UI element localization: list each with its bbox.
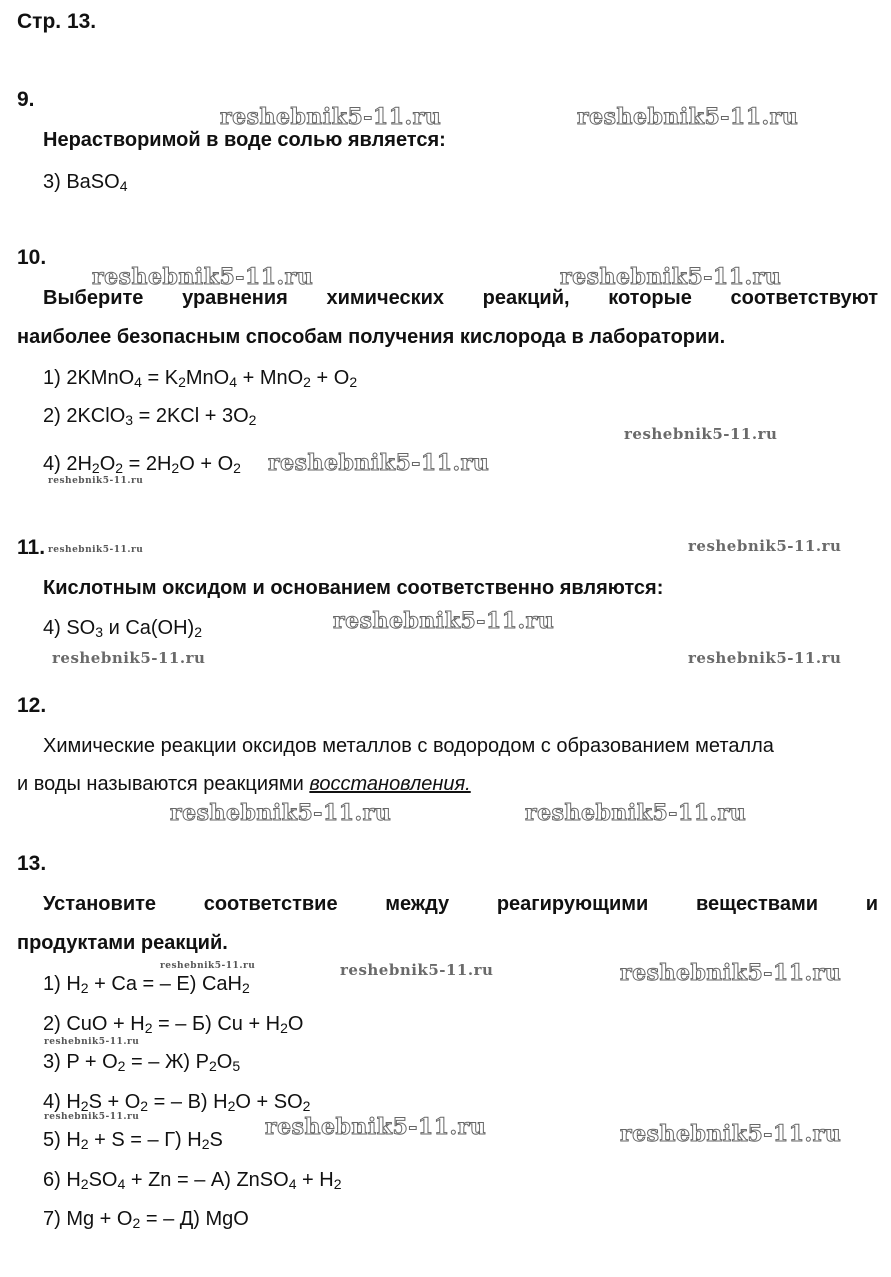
q12-answer: восстановления. [309,773,471,795]
watermark: reshebnik5-11.ru [52,649,206,667]
watermark: reshebnik5-11.ru [48,476,144,486]
q10-equation-2: 2) 2KClO$_3$ = $2KCl + 3O_2$ [43,405,257,428]
q13-reaction-6: 6) $H_2SO_4 + Zn$ = – А) ZnSO$_4$ + $H_2$ [43,1169,342,1192]
q13-question-line2: продуктами реакций. [17,932,228,954]
q9-question: Нерастворимой в воде солью является: [43,129,446,151]
watermark: reshebnik5-11.ru [160,961,256,971]
watermark: reshebnik5-11.ru [170,800,392,826]
q10-equation-3: 4) $2H_2O_2 = 2H_2O + O_2$ [43,453,241,476]
q13-reaction-7: 7) $Mg + O_2$ = – Д) MgO [43,1208,249,1231]
q13-question-line1: Установите соответствие между реагирующими веществами и [43,893,878,915]
q13-reaction-4: 4) $H_2S + O_2$ = – В) $H_2O + SO_2$ [43,1091,311,1114]
q11-question: Кислотным оксидом и основанием соответственно являются: [43,577,664,599]
watermark: reshebnik5-11.ru [44,1112,140,1122]
q10-question-line1: Выберите уравнения химических реакций, которые соответствуют [43,287,878,309]
q13-reaction-1: 1) $H_2 + Ca$ = – E) CaH$_2$ [43,973,250,996]
q13-number: 13. [17,852,47,875]
watermark: reshebnik5-11.ru [340,961,494,979]
watermark: reshebnik5-11.ru [688,649,842,667]
watermark: reshebnik5-11.ru [265,1114,487,1140]
q12-line1: Химические реакции оксидов металлов с водородом с образованием металла [43,735,774,757]
q9-answer: 3) BaSO$_4$ [43,171,128,194]
watermark: reshebnik5-11.ru [48,545,144,555]
watermark: reshebnik5-11.ru [577,104,799,130]
watermark: reshebnik5-11.ru [620,1121,842,1147]
q10-equation-1: 1) 2KMnO$_4$ = $K_2MnO_4 + MnO_2 + O_2$ [43,367,358,390]
watermark: reshebnik5-11.ru [220,104,442,130]
watermark: reshebnik5-11.ru [620,960,842,986]
q13-reaction-2: 2) CuO + $H_2$ = – Б) $Cu + H_2O$ [43,1013,304,1036]
q10-question-line2: наиболее безопасным способам получения кислорода в лаборатории. [17,326,726,348]
q12-line2: и воды называются реакциями восстановления. [17,773,471,795]
q9-number: 9. [17,88,35,111]
watermark: reshebnik5-11.ru [333,608,555,634]
page-label: Стр. 13. [17,10,97,33]
q10-number: 10. [17,246,47,269]
q11-answer: 4) $SO_3$ и $Ca(OH)_2$ [43,617,203,640]
watermark: reshebnik5-11.ru [624,425,778,443]
q13-reaction-5: 5) $H_2 + S$ = – Г) $H_2S$ [43,1129,223,1152]
watermark: reshebnik5-11.ru [44,1037,140,1047]
q13-reaction-3: 3) $P + O_2$ = – Ж) $P_2O_5$ [43,1051,241,1074]
watermark: reshebnik5-11.ru [688,537,842,555]
watermark: reshebnik5-11.ru [560,264,782,290]
watermark: reshebnik5-11.ru [525,800,747,826]
watermark: reshebnik5-11.ru [92,264,314,290]
watermark: reshebnik5-11.ru [268,450,490,476]
q11-number: 11. [17,536,46,559]
q12-number: 12. [17,694,47,717]
